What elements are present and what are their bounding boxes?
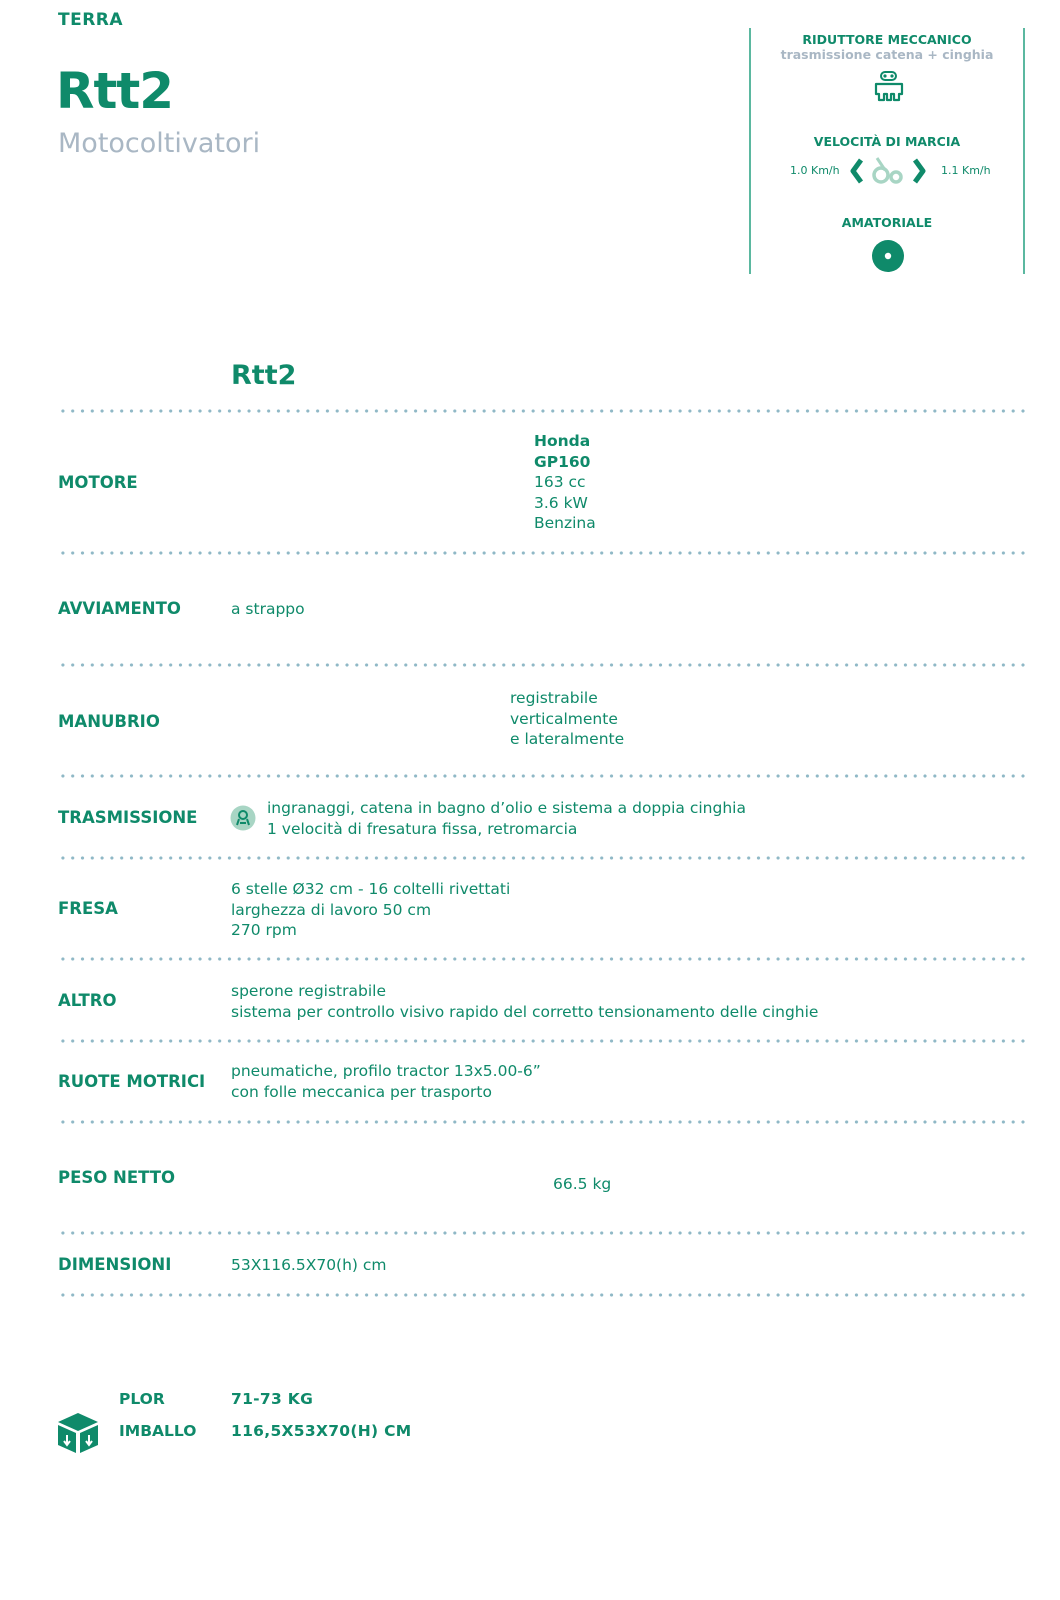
level-title: AMATORIALE <box>841 215 933 230</box>
value-line: 6 stelle Ø32 cm - 16 coltelli rivettati <box>231 880 511 898</box>
level-dot-icon <box>871 239 905 273</box>
value-ruote-motrici <box>231 1061 541 1102</box>
divider <box>58 774 1026 778</box>
plor-label: PLOR <box>119 1390 165 1408</box>
value-line: 53X116.5X70(h) cm <box>231 1256 387 1274</box>
plor-value: 71-73 KG <box>231 1390 314 1408</box>
divider <box>58 1039 1026 1043</box>
value-line: 1 velocità di fresatura fissa, retromarcia <box>267 819 578 838</box>
divider <box>58 957 1026 961</box>
engine-displacement: 163 cc <box>534 473 586 492</box>
value-manubrio <box>510 688 624 750</box>
divider <box>58 409 1026 413</box>
feature-panel <box>749 28 1025 274</box>
value-fresa <box>231 879 510 941</box>
value-line: 66.5 kg <box>553 1175 612 1193</box>
label-trasmissione: TRASMISSIONE <box>58 808 198 827</box>
value-line: a strappo <box>231 600 305 618</box>
transmission-badge-icon <box>230 805 256 831</box>
engine-fuel: Benzina <box>534 514 596 533</box>
value-line: verticalmente <box>510 709 618 728</box>
value-line: pneumatiche, profilo tractor 13x5.00-6” <box>231 1062 541 1080</box>
category-label: TERRA <box>58 10 124 30</box>
value-line: ingranaggi, catena in bagno d’olio e sistema a doppia cinghia <box>267 799 746 817</box>
gearbox-icon <box>872 70 906 104</box>
value-line: 270 rpm <box>231 921 297 940</box>
engine-brand: Honda <box>534 432 591 450</box>
imballo-value: 116,5X53X70(H) CM <box>231 1422 412 1440</box>
divider <box>58 551 1026 555</box>
value-avviamento <box>231 599 305 620</box>
page-subtitle: Motocoltivatori <box>58 128 261 159</box>
divider <box>58 856 1026 860</box>
value-line: sperone registrabile <box>231 982 386 1000</box>
reducer-subtitle: trasmissione catena + cinghia <box>780 47 994 62</box>
chevron-left-icon <box>849 158 865 184</box>
imballo-label: IMBALLO <box>119 1422 197 1440</box>
label-manubrio: MANUBRIO <box>58 712 160 731</box>
label-ruote-motrici: RUOTE MOTRICI <box>58 1072 206 1091</box>
value-motore <box>534 431 596 534</box>
divider <box>58 663 1026 667</box>
speed-high-value: 1.1 Km/h <box>941 164 991 177</box>
divider <box>58 1293 1026 1297</box>
value-line: e lateralmente <box>510 730 625 749</box>
value-trasmissione <box>267 798 746 839</box>
label-peso-netto: PESO NETTO <box>58 1168 176 1187</box>
value-altro <box>231 981 818 1022</box>
value-line: larghezza di lavoro 50 cm <box>231 900 432 919</box>
speed-low-value: 1.0 Km/h <box>790 164 840 177</box>
engine-power: 3.6 kW <box>534 493 588 512</box>
package-box-icon <box>56 1411 100 1455</box>
label-fresa: FRESA <box>58 899 118 918</box>
value-dimensioni <box>231 1255 387 1276</box>
divider <box>58 1120 1026 1124</box>
value-line: registrabile <box>510 689 598 707</box>
value-line: con folle meccanica per trasporto <box>231 1082 492 1101</box>
page-title: Rtt2 <box>56 62 174 120</box>
value-peso-netto <box>553 1174 611 1195</box>
chevron-right-icon <box>911 158 927 184</box>
label-motore: MOTORE <box>58 473 138 492</box>
wheel-tiller-icon <box>871 156 907 186</box>
engine-model: GP160 <box>534 452 591 471</box>
label-altro: ALTRO <box>58 991 117 1010</box>
reducer-title: RIDUTTORE MECCANICO <box>802 32 972 47</box>
label-avviamento: AVVIAMENTO <box>58 599 181 618</box>
divider <box>58 1231 1026 1235</box>
value-line: sistema per controllo visivo rapido del corretto tensionamento delle cinghie <box>231 1002 819 1021</box>
speed-title: VELOCITÀ DI MARCIA <box>813 134 961 149</box>
label-dimensioni: DIMENSIONI <box>58 1255 172 1274</box>
spec-model-heading: Rtt2 <box>231 360 297 391</box>
